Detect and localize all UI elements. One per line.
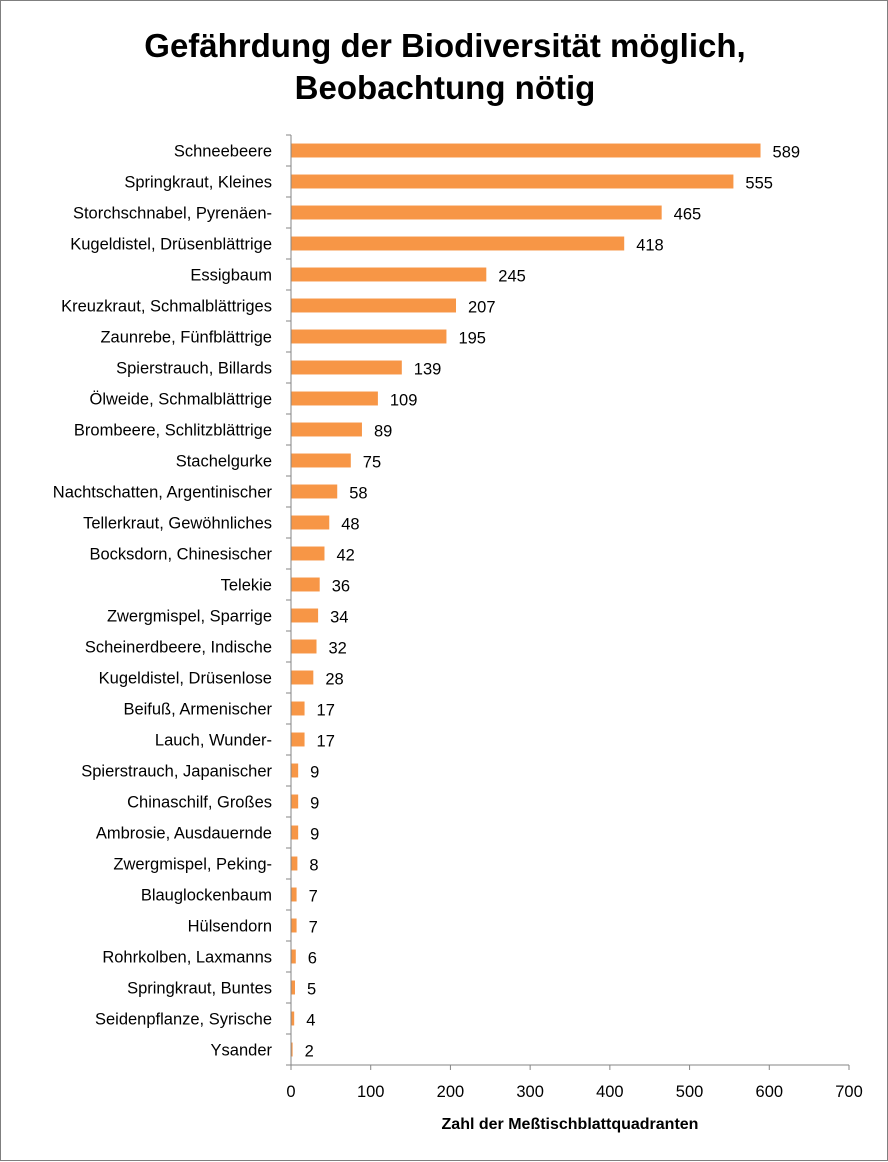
data-label: 418 — [636, 236, 664, 255]
category-label: Spierstrauch, Japanischer — [81, 762, 272, 781]
bar — [291, 547, 324, 561]
bar — [291, 950, 296, 964]
category-label: Kugeldistel, Drüsenblättrige — [70, 235, 272, 254]
data-label: 42 — [336, 546, 355, 565]
bar — [291, 702, 305, 716]
category-label: Rohrkolben, Laxmanns — [102, 948, 272, 967]
bars-layer — [291, 144, 800, 1061]
category-label: Spierstrauch, Billards — [116, 359, 272, 378]
bar — [291, 795, 298, 809]
bar — [291, 733, 305, 747]
category-label: Ambrosie, Ausdauernde — [95, 824, 272, 843]
category-label: Nachtschatten, Argentinischer — [52, 483, 272, 502]
data-label: 8 — [309, 856, 319, 875]
category-label: Beifuß, Armenischer — [123, 700, 272, 719]
bar — [291, 609, 318, 623]
bar — [291, 392, 378, 406]
category-label: Tellerkraut, Gewöhnliches — [83, 514, 272, 533]
chart-title-line-2: Beobachtung nötig — [294, 69, 596, 106]
data-label: 465 — [673, 205, 702, 224]
data-label: 58 — [349, 484, 368, 503]
category-label: Essigbaum — [190, 266, 272, 285]
bar — [291, 423, 362, 437]
category-label: Kugeldistel, Drüsenlose — [98, 669, 272, 688]
bar — [291, 919, 297, 933]
data-label: 5 — [306, 980, 317, 999]
data-label: 17 — [316, 701, 335, 720]
bar — [291, 516, 329, 530]
category-label: Storchschnabel, Pyrenäen- — [72, 204, 272, 223]
bar — [291, 857, 297, 871]
category-label: Zaunrebe, Fünfblättrige — [100, 328, 272, 347]
bar — [291, 299, 456, 313]
bar — [291, 206, 662, 220]
x-tick-label: 700 — [835, 1083, 863, 1101]
x-tick-label: 0 — [286, 1083, 296, 1101]
bar — [291, 237, 624, 251]
data-label: 17 — [316, 732, 335, 751]
x-tick-label: 100 — [356, 1083, 385, 1101]
bar — [291, 330, 446, 344]
data-label: 2 — [304, 1042, 314, 1061]
x-tick-label: 200 — [436, 1083, 465, 1101]
data-label: 195 — [458, 329, 486, 348]
data-label: 75 — [362, 453, 382, 472]
data-label: 245 — [498, 267, 526, 286]
chart-title-line-1: Gefährdung der Biodiversität möglich, — [144, 27, 746, 64]
category-label: Ysander — [210, 1041, 272, 1060]
data-label: 32 — [328, 639, 347, 658]
data-label: 109 — [389, 391, 418, 410]
category-label: Telekie — [220, 576, 272, 595]
bar — [291, 764, 298, 778]
category-label: Springkraut, Buntes — [127, 979, 272, 998]
category-label: Seidenpflanze, Syrische — [94, 1010, 272, 1029]
category-label: Chinaschilf, Großes — [127, 793, 272, 812]
bar — [291, 826, 298, 840]
x-axis-title: Zahl der Meßtischblattquadranten — [441, 1116, 699, 1133]
x-tick-label: 400 — [596, 1083, 624, 1101]
bar — [291, 640, 317, 654]
bar — [291, 144, 761, 158]
data-label: 4 — [306, 1011, 316, 1030]
bar — [291, 454, 351, 468]
data-label: 9 — [310, 825, 320, 844]
bar — [291, 671, 313, 685]
data-label: 9 — [310, 763, 320, 782]
bar — [291, 888, 297, 902]
x-tick-label: 600 — [755, 1083, 784, 1101]
bar — [291, 268, 486, 282]
bar — [291, 981, 295, 995]
data-label: 36 — [331, 577, 351, 596]
data-label: 34 — [330, 608, 349, 627]
category-label: Stachelgurke — [175, 452, 272, 471]
category-label: Zwergmispel, Peking- — [113, 855, 272, 874]
category-label: Scheinerdbeere, Indische — [84, 638, 272, 657]
data-label: 89 — [373, 422, 393, 441]
category-label: Kreuzkraut, Schmalblättriges — [61, 297, 272, 316]
bar — [291, 578, 320, 592]
x-tick-label: 300 — [516, 1083, 544, 1101]
data-label: 555 — [745, 174, 773, 193]
x-tick-label: 500 — [675, 1083, 704, 1101]
data-label: 589 — [772, 143, 801, 162]
category-label: Bocksdorn, Chinesischer — [89, 545, 272, 564]
category-label: Lauch, Wunder- — [154, 731, 272, 750]
bar — [291, 485, 337, 499]
category-label: Zwergmispel, Sparrige — [106, 607, 272, 626]
category-label: Schneebeere — [173, 142, 272, 161]
bar — [291, 361, 402, 375]
data-label: 207 — [468, 298, 496, 317]
category-label: Springkraut, Kleines — [124, 173, 272, 192]
data-label: 9 — [310, 794, 320, 813]
data-label: 48 — [341, 515, 360, 534]
bar-chart — [1, 1, 888, 1162]
data-label: 139 — [413, 360, 442, 379]
category-label: Blauglockenbaum — [140, 886, 272, 905]
data-label: 28 — [325, 670, 344, 689]
category-label: Brombeere, Schlitzblättrige — [73, 421, 272, 440]
category-label: Hülsendorn — [187, 917, 272, 936]
bar — [291, 175, 733, 189]
category-label: Ölweide, Schmalblättrige — [89, 390, 272, 409]
data-label: 6 — [307, 949, 317, 968]
data-label: 7 — [308, 918, 318, 937]
data-label: 7 — [308, 887, 318, 906]
